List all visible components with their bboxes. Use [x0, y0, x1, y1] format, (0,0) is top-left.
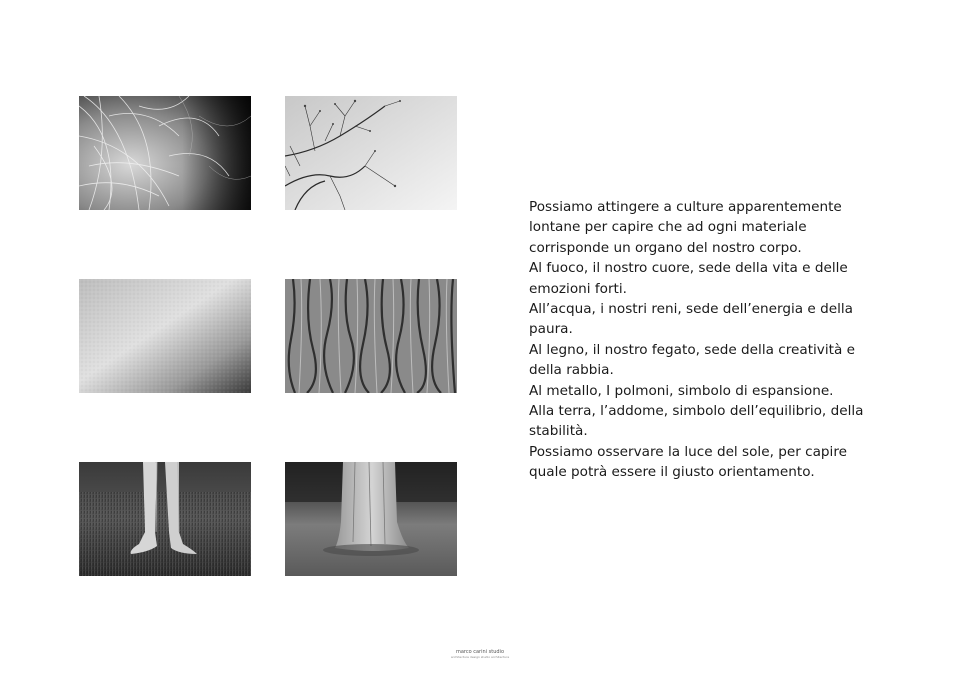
- paragraph-line: Alla terra, l’addome, simbolo dell’equilibrio, della: [529, 403, 864, 420]
- paragraph-line: Al fuoco, il nostro cuore, sede della vita e delle: [529, 260, 848, 277]
- body-paragraph: [529, 197, 889, 483]
- photo-branches: [285, 96, 457, 210]
- paragraph-line: stabilità.: [529, 423, 588, 440]
- photo-tree-trunk: [285, 462, 457, 576]
- studio-name: marco carini studio: [455, 649, 505, 655]
- paragraph-line: Al metallo, I polmoni, simbolo di espansione.: [529, 382, 834, 399]
- paragraph-line: Possiamo osservare la luce del sole, per capire: [529, 443, 847, 460]
- studio-footer: [430, 649, 530, 659]
- photo-skin-texture: [79, 279, 251, 393]
- photo-tree-bark: [285, 279, 457, 393]
- paragraph-line: All’acqua, i nostri reni, sede dell’energia e della: [529, 301, 853, 318]
- paragraph-line: paura.: [529, 321, 573, 338]
- paragraph-line: lontane per capire che ad ogni materiale: [529, 219, 807, 236]
- paragraph-line: della rabbia.: [529, 362, 614, 379]
- paragraph-line: Possiamo attingere a culture apparentemente: [529, 199, 842, 215]
- photo-hair: [79, 96, 251, 210]
- paragraph-line: emozioni forti.: [529, 280, 627, 297]
- photo-bare-feet: [79, 462, 251, 576]
- paragraph-line: Al legno, il nostro fegato, sede della creatività e: [529, 341, 855, 358]
- studio-tagline: architecture design studio architecture: [450, 655, 510, 659]
- paragraph-line: corrisponde un organo del nostro corpo.: [529, 239, 802, 256]
- paragraph-line: quale potrà essere il giusto orientamento.: [529, 464, 815, 481]
